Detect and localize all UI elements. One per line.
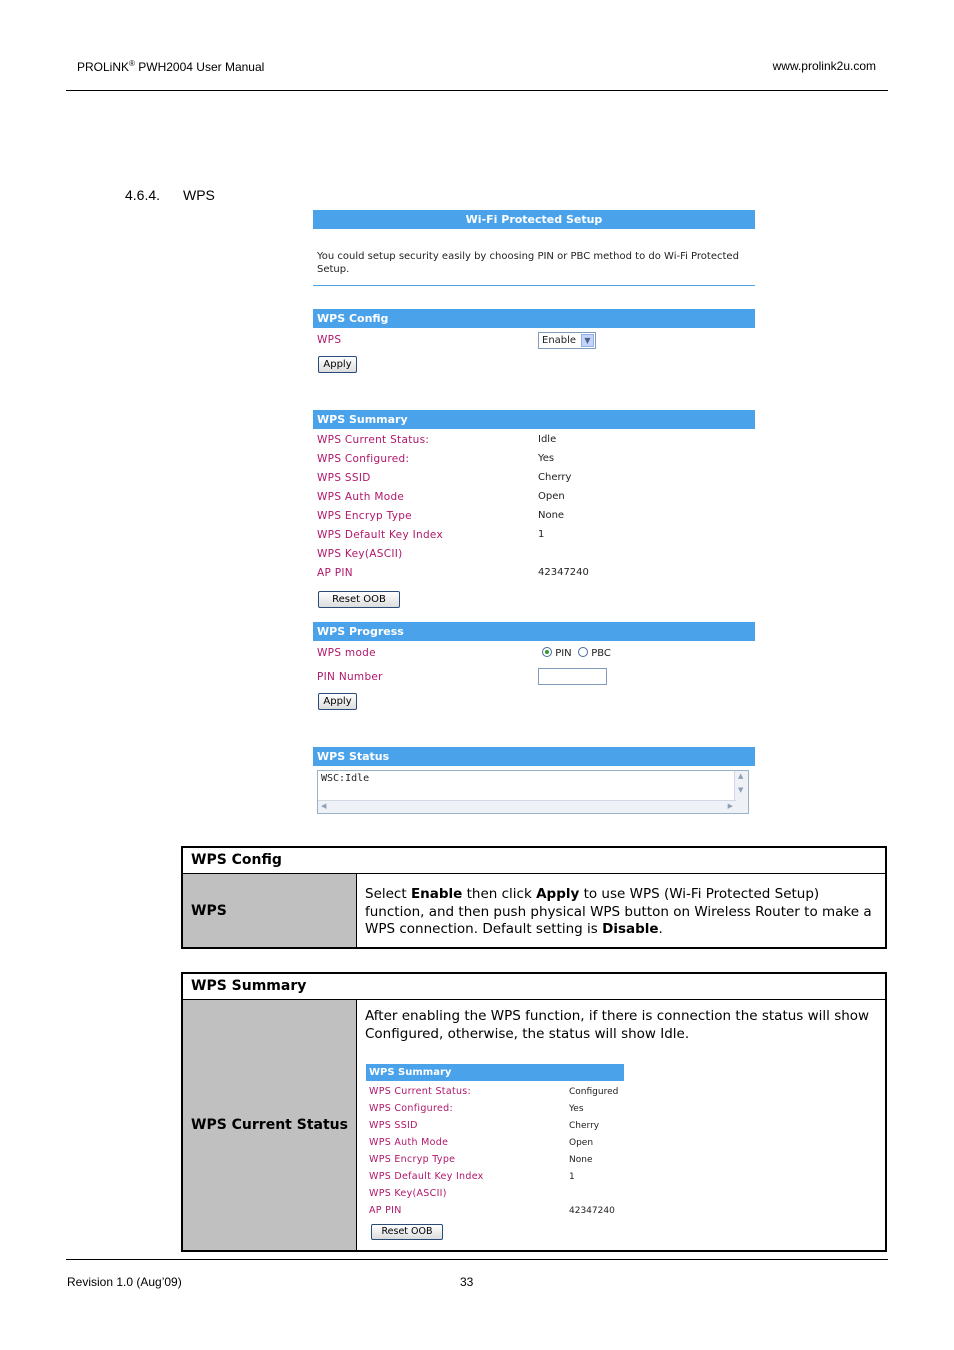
summary-value-encryp-type: None xyxy=(538,510,565,521)
wps-enable-select[interactable] xyxy=(538,332,596,349)
header-divider xyxy=(66,90,888,91)
summary-label-key-index: WPS Default Key Index xyxy=(317,529,443,541)
registered-mark: ® xyxy=(129,59,135,68)
mini-label-key-ascii: WPS Key(ASCII) xyxy=(369,1188,447,1199)
chevron-down-icon[interactable]: ▼ xyxy=(581,334,594,347)
header-title xyxy=(77,59,264,74)
pin-radio-label: PIN xyxy=(555,648,572,659)
vertical-scrollbar[interactable] xyxy=(734,771,748,813)
mini-label-ssid: WPS SSID xyxy=(369,1120,418,1131)
wps-mode-options xyxy=(542,647,611,659)
summary-value-key-index: 1 xyxy=(538,529,545,540)
summary-label-ssid: WPS SSID xyxy=(317,472,371,484)
pbc-radio[interactable] xyxy=(578,647,588,657)
config-table-row xyxy=(183,874,885,947)
config-table-key: WPS xyxy=(183,874,357,947)
mini-label-ap-pin: AP PIN xyxy=(369,1205,402,1216)
desc-text-2: then click xyxy=(462,886,537,902)
summary-label-key-ascii: WPS Key(ASCII) xyxy=(317,548,403,560)
desc-text-3: to use WPS (Wi-Fi Protected Setup) function, and then push physical WPS button on Wireless Router to make a WPS connection. Default setting is xyxy=(365,886,872,937)
summary-value-ap-pin: 42347240 xyxy=(538,567,589,578)
mini-label-key-index: WPS Default Key Index xyxy=(369,1171,484,1182)
wps-status-textarea[interactable] xyxy=(317,770,749,814)
wps-select-value: Enable xyxy=(542,335,577,346)
scroll-up-icon[interactable]: ▲ xyxy=(738,772,744,780)
mini-label-current-status: WPS Current Status: xyxy=(369,1086,472,1097)
wps-config-heading: WPS Config xyxy=(313,309,755,328)
pin-radio[interactable] xyxy=(542,647,552,657)
summary-value-auth-mode: Open xyxy=(538,491,565,502)
section-title: WPS xyxy=(183,187,215,203)
header-website: www.prolink2u.com xyxy=(772,59,876,73)
wps-status-heading: WPS Status xyxy=(313,747,755,766)
brand-name: PROLiNK xyxy=(77,60,130,74)
summary-value-current-status: Idle xyxy=(538,434,557,445)
horizontal-scrollbar[interactable] xyxy=(318,800,736,813)
desc-bold-disable: Disable xyxy=(602,921,659,937)
mini-label-configured: WPS Configured: xyxy=(369,1103,453,1114)
mini-reset-oob-button[interactable]: Reset OOB xyxy=(371,1224,443,1240)
summary-table-key: WPS Current Status xyxy=(183,1000,357,1250)
pbc-radio-label: PBC xyxy=(591,648,611,659)
summary-label-configured: WPS Configured: xyxy=(317,453,410,465)
desc-text-4: . xyxy=(658,921,663,937)
page-number: 33 xyxy=(460,1275,474,1289)
wps-status-text: WSC:Idle xyxy=(321,773,370,784)
config-table-desc xyxy=(357,874,885,947)
mini-value-auth-mode: Open xyxy=(569,1138,594,1148)
config-table-heading: WPS Config xyxy=(183,848,885,874)
summary-label-auth-mode: WPS Auth Mode xyxy=(317,491,405,503)
summary-table-row xyxy=(183,1000,885,1250)
mini-label-auth-mode: WPS Auth Mode xyxy=(369,1137,449,1148)
wps-summary-heading: WPS Summary xyxy=(313,410,755,429)
summary-table-desc: After enabling the WPS function, if there is connection the status will show Configured, otherwise, the status will show Idle. xyxy=(365,1008,870,1042)
mini-value-ap-pin: 42347240 xyxy=(569,1206,615,1216)
wps-config-table xyxy=(181,846,887,949)
wps-mode-label: WPS mode xyxy=(317,647,376,659)
desc-text-1: Select xyxy=(365,886,411,902)
wps-label: WPS xyxy=(317,334,342,346)
footer-divider xyxy=(66,1259,888,1260)
pin-number-input[interactable] xyxy=(538,668,607,685)
pin-number-label: PIN Number xyxy=(317,671,383,683)
footer-revision: Revision 1.0 (Aug’09) xyxy=(67,1275,182,1289)
config-apply-button[interactable]: Apply xyxy=(318,356,357,373)
reset-oob-button[interactable]: Reset OOB xyxy=(318,591,400,608)
manual-title: PWH2004 User Manual xyxy=(138,60,265,74)
wps-intro-text: You could setup security easily by choosing PIN or PBC method to do Wi-Fi Protected Setup. xyxy=(317,251,739,275)
mini-value-encryp-type: None xyxy=(569,1155,593,1165)
mini-label-encryp-type: WPS Encryp Type xyxy=(369,1154,456,1165)
scroll-left-icon[interactable]: ◀ xyxy=(321,802,327,810)
mini-value-configured: Yes xyxy=(569,1104,584,1114)
progress-apply-button[interactable]: Apply xyxy=(318,693,357,710)
mini-summary-heading: WPS Summary xyxy=(366,1064,624,1081)
scroll-down-icon[interactable]: ▼ xyxy=(738,786,744,794)
desc-bold-enable: Enable xyxy=(410,886,463,902)
summary-label-encryp-type: WPS Encryp Type xyxy=(317,510,412,522)
section-number: 4.6.4. xyxy=(125,187,161,203)
intro-divider xyxy=(313,285,755,286)
summary-table-heading: WPS Summary xyxy=(183,974,885,1000)
summary-label-ap-pin: AP PIN xyxy=(317,567,353,579)
mini-value-ssid: Cherry xyxy=(569,1121,600,1131)
summary-value-configured: Yes xyxy=(538,453,555,464)
mini-value-current-status: Configured xyxy=(569,1087,619,1097)
summary-label-current-status: WPS Current Status: xyxy=(317,434,430,446)
summary-value-ssid: Cherry xyxy=(538,472,572,483)
desc-bold-apply: Apply xyxy=(536,886,580,902)
wps-summary-table xyxy=(181,972,887,1252)
wps-progress-heading: WPS Progress xyxy=(313,622,755,641)
scroll-right-icon[interactable]: ▶ xyxy=(727,802,733,810)
mini-value-key-index: 1 xyxy=(569,1172,575,1182)
wps-panel-title: Wi-Fi Protected Setup xyxy=(313,210,755,229)
